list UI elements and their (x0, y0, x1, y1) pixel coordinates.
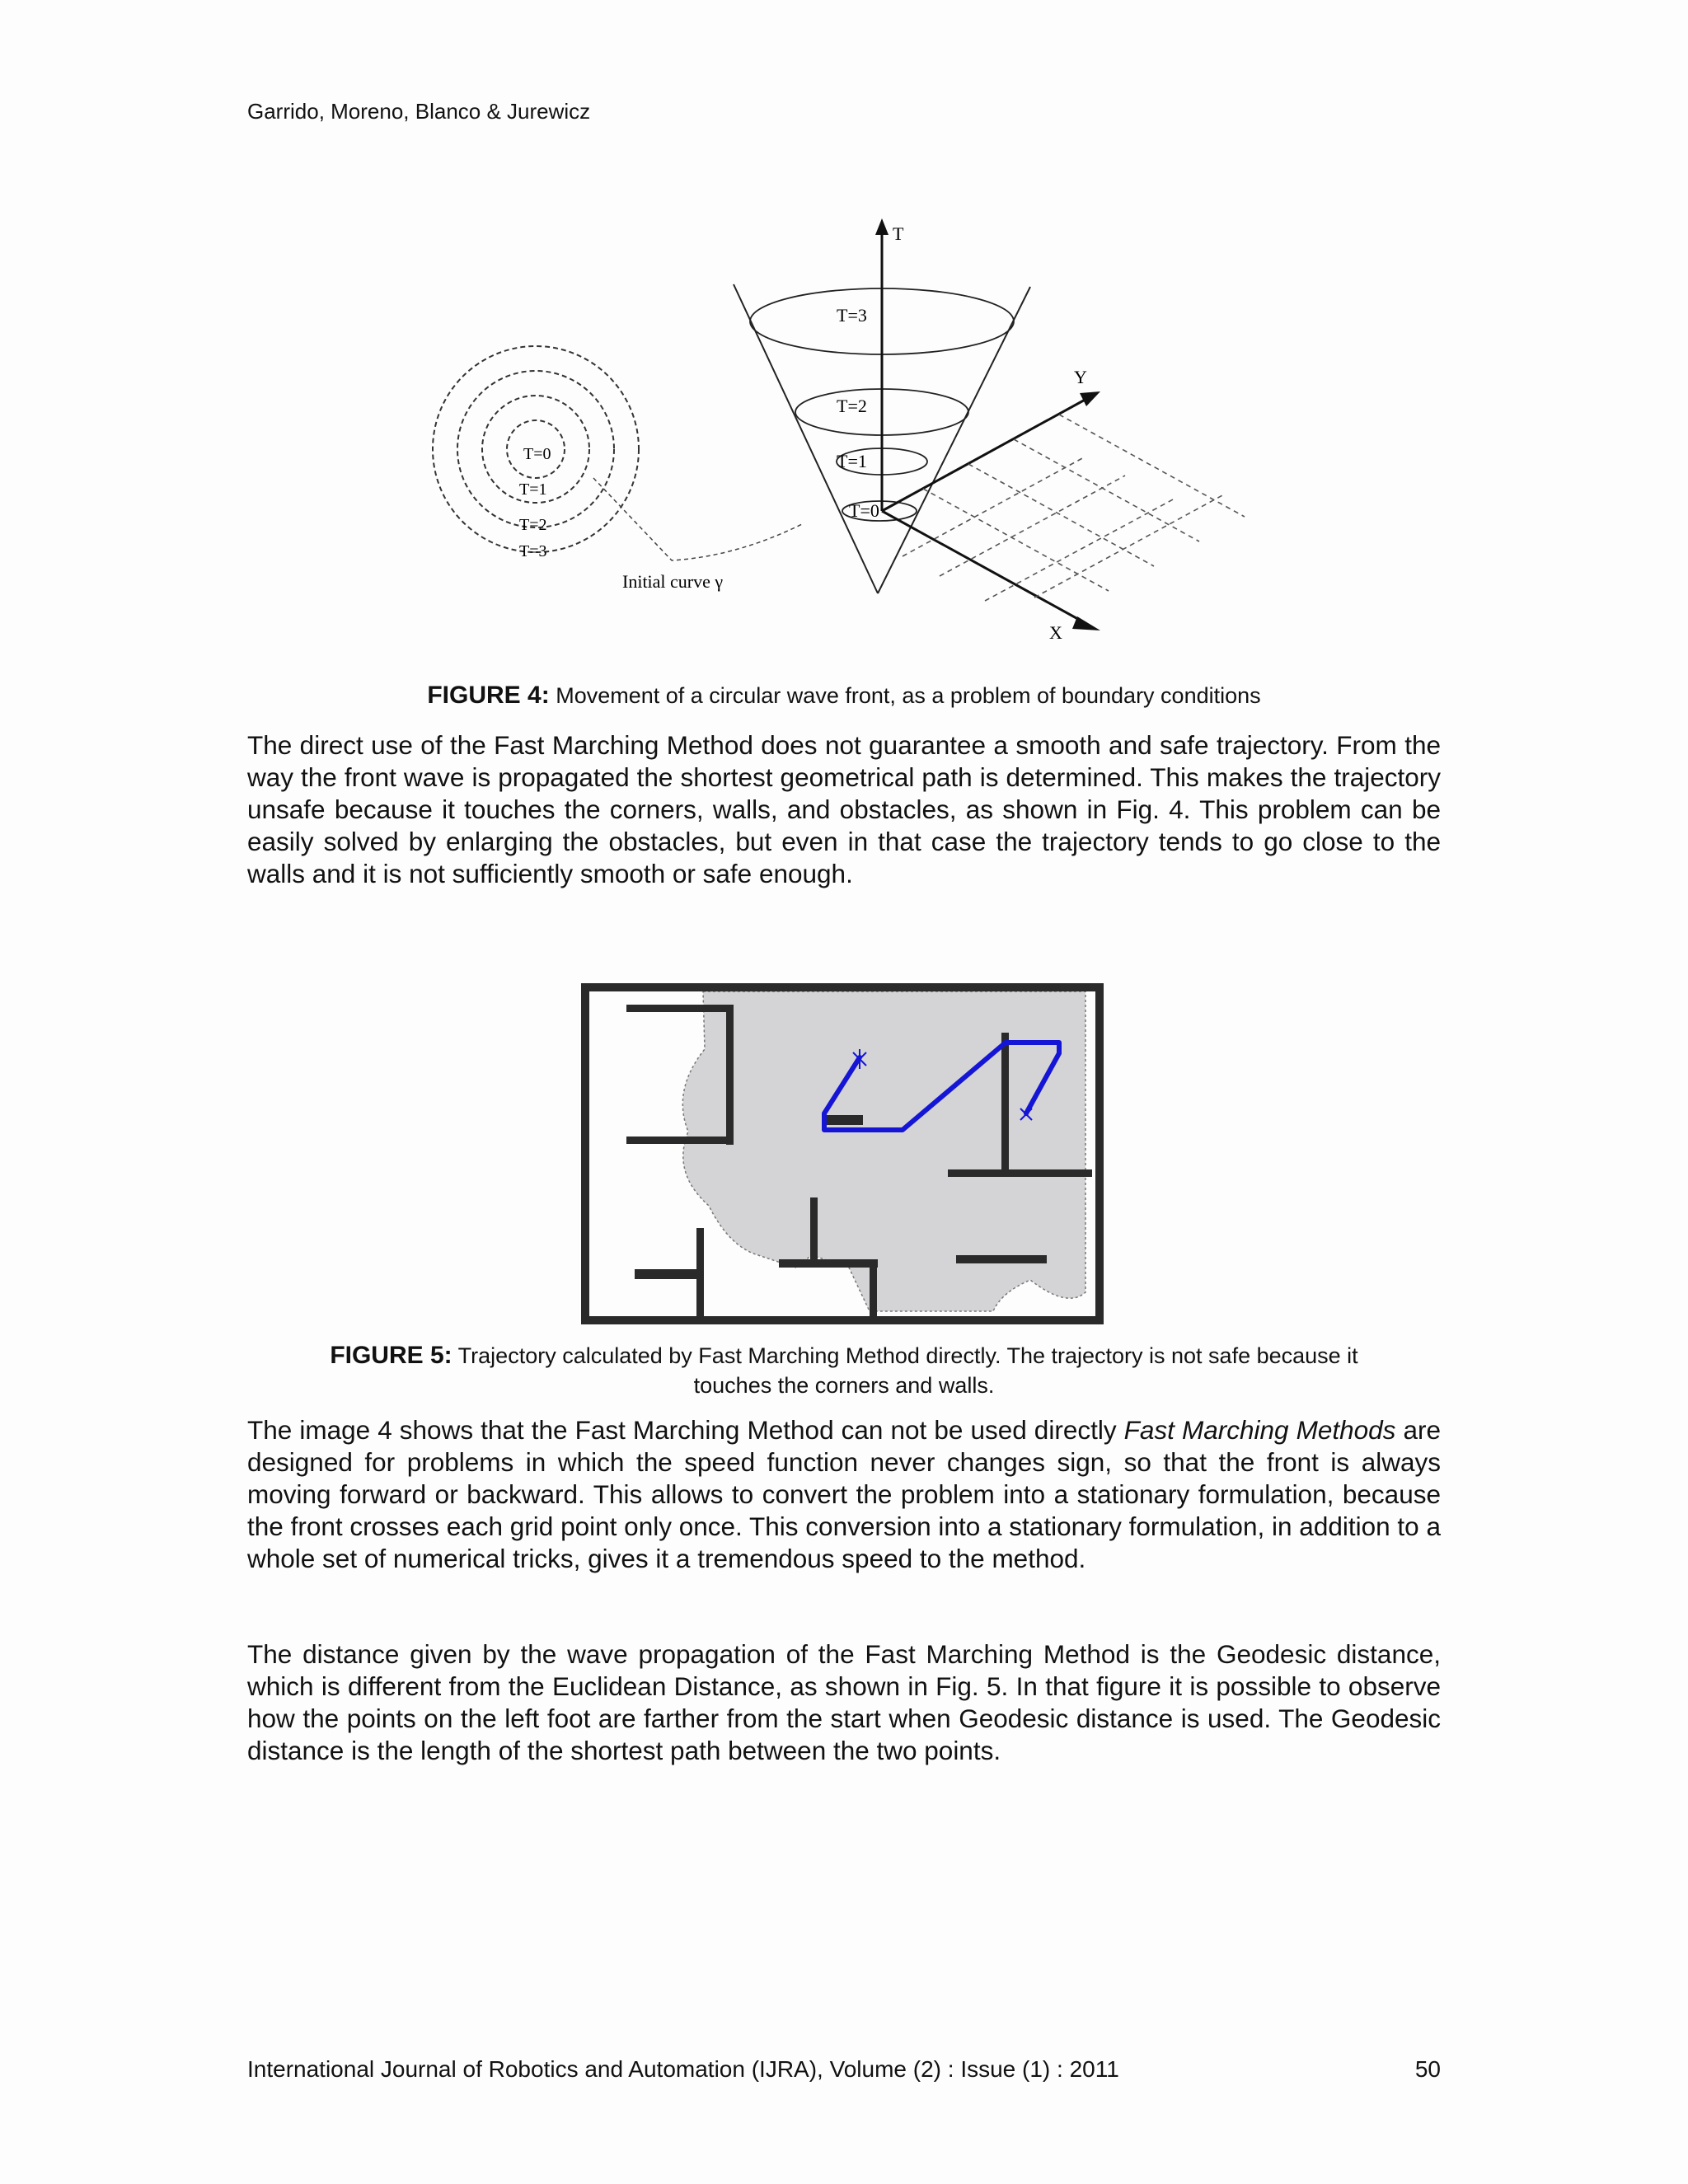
axis-t-label: T (893, 223, 904, 244)
circle-label-t2: T=2 (519, 516, 547, 534)
initial-curve-leader (593, 478, 804, 560)
figure-5-caption-line1: Trajectory calculated by Fast Marching Method directly. The trajectory is not safe because it (452, 1343, 1358, 1368)
wall-right-vertical (1001, 1033, 1009, 1173)
axis-x (882, 511, 1084, 622)
wall-right-horizontal (948, 1169, 1092, 1177)
paragraph-2-text-a: The image 4 shows that the Fast Marching Method can not be used directly (247, 1415, 1124, 1445)
wall-top-left-vertical (726, 1005, 734, 1145)
cone-label-t3: T=3 (837, 305, 867, 326)
cone-label-t0: T=0 (849, 500, 879, 521)
axis-y-arrow (1080, 391, 1100, 406)
wall-bottom-middle-horizontal (779, 1259, 878, 1268)
page-footer (247, 2056, 1441, 2083)
figure-5-caption (247, 1341, 1441, 1400)
wall-bottom-middle-vertical (870, 1259, 877, 1317)
figure-5-caption-line2: touches the corners and walls. (693, 1373, 995, 1398)
circle-label-t0: T=0 (523, 445, 551, 463)
ground-grid (903, 415, 1245, 601)
paragraph-1: The direct use of the Fast Marching Method does not guarantee a smooth and safe trajectory. From the way the front wave is propagated the shortest geometrical path is determined. This makes the trajectory unsafe because it touches the corners, walls, and obstacles, as shown in Fig. 4. This problem can be easily solved by enlarging the obstacles, but even in that case the trajectory tends to go close to the walls and it is not sufficiently smooth or safe enough. (247, 730, 1441, 888)
page-number: 50 (1414, 2056, 1441, 2082)
paragraph-2-italic: Fast Marching Methods (1123, 1415, 1396, 1445)
axis-x-label: X (1049, 622, 1062, 643)
footer-journal: International Journal of Robotics and Automation (IJRA), Volume (2) : Issue (1) : 2011 (247, 2056, 1119, 2082)
cone-label-t1: T=1 (837, 451, 867, 471)
axis-y-label: Y (1074, 367, 1087, 387)
wall-bottom-right-horizontal (956, 1255, 1047, 1263)
wall-bottom-middle-stub (810, 1197, 818, 1263)
figure-4 (408, 210, 1298, 651)
cone-label-t2: T=2 (837, 396, 867, 416)
circle-label-t3: T=3 (519, 542, 547, 560)
wall-left-horizontal (626, 1137, 734, 1144)
cone-right-edge (878, 287, 1030, 593)
paragraph-2-text-b: are designed for problems in which the speed function never changes sign, so that the front is always moving forward or backward. This allows to convert the problem into a stationary formulation, because the front crosses each grid point only once. This conversion into a stationary formulation, in addition to a whole set of numerical tricks, gives it a tremendous speed to the method. (247, 1415, 1442, 1573)
axis-y (882, 398, 1088, 511)
figure-4-caption-text: Movement of a circular wave front, as a problem of boundary conditions (549, 683, 1261, 708)
figure-4-caption (247, 681, 1441, 710)
figure-4-caption-label: FIGURE 4: (427, 682, 550, 709)
figure-5 (581, 983, 1104, 1325)
wall-center-top-stub (822, 1115, 863, 1125)
initial-curve-label: Initial curve γ (622, 571, 724, 592)
axis-x-arrow (1072, 616, 1100, 630)
running-header: Garrido, Moreno, Blanco & Jurewicz (247, 99, 591, 124)
paragraph-3: The distance given by the wave propagation of the Fast Marching Method is the Geodesic distance, which is different from the Euclidean Distance, as shown in Fig. 5. In that figure it is possible to observe how the points on the left foot are farther from the start when Geodesic distance is used. The Geodesic distance is the length of the shortest path between the two points. (247, 1639, 1441, 1765)
wall-bottom-left-vertical (696, 1228, 704, 1317)
wall-bottom-left-horizontal (635, 1269, 701, 1279)
axis-t-arrow (875, 218, 889, 235)
wall-top-left-horizontal (626, 1005, 734, 1012)
circle-label-t1: T=1 (519, 480, 547, 499)
paragraph-2 (247, 1414, 1441, 1575)
figure-5-caption-label: FIGURE 5: (330, 1342, 452, 1369)
